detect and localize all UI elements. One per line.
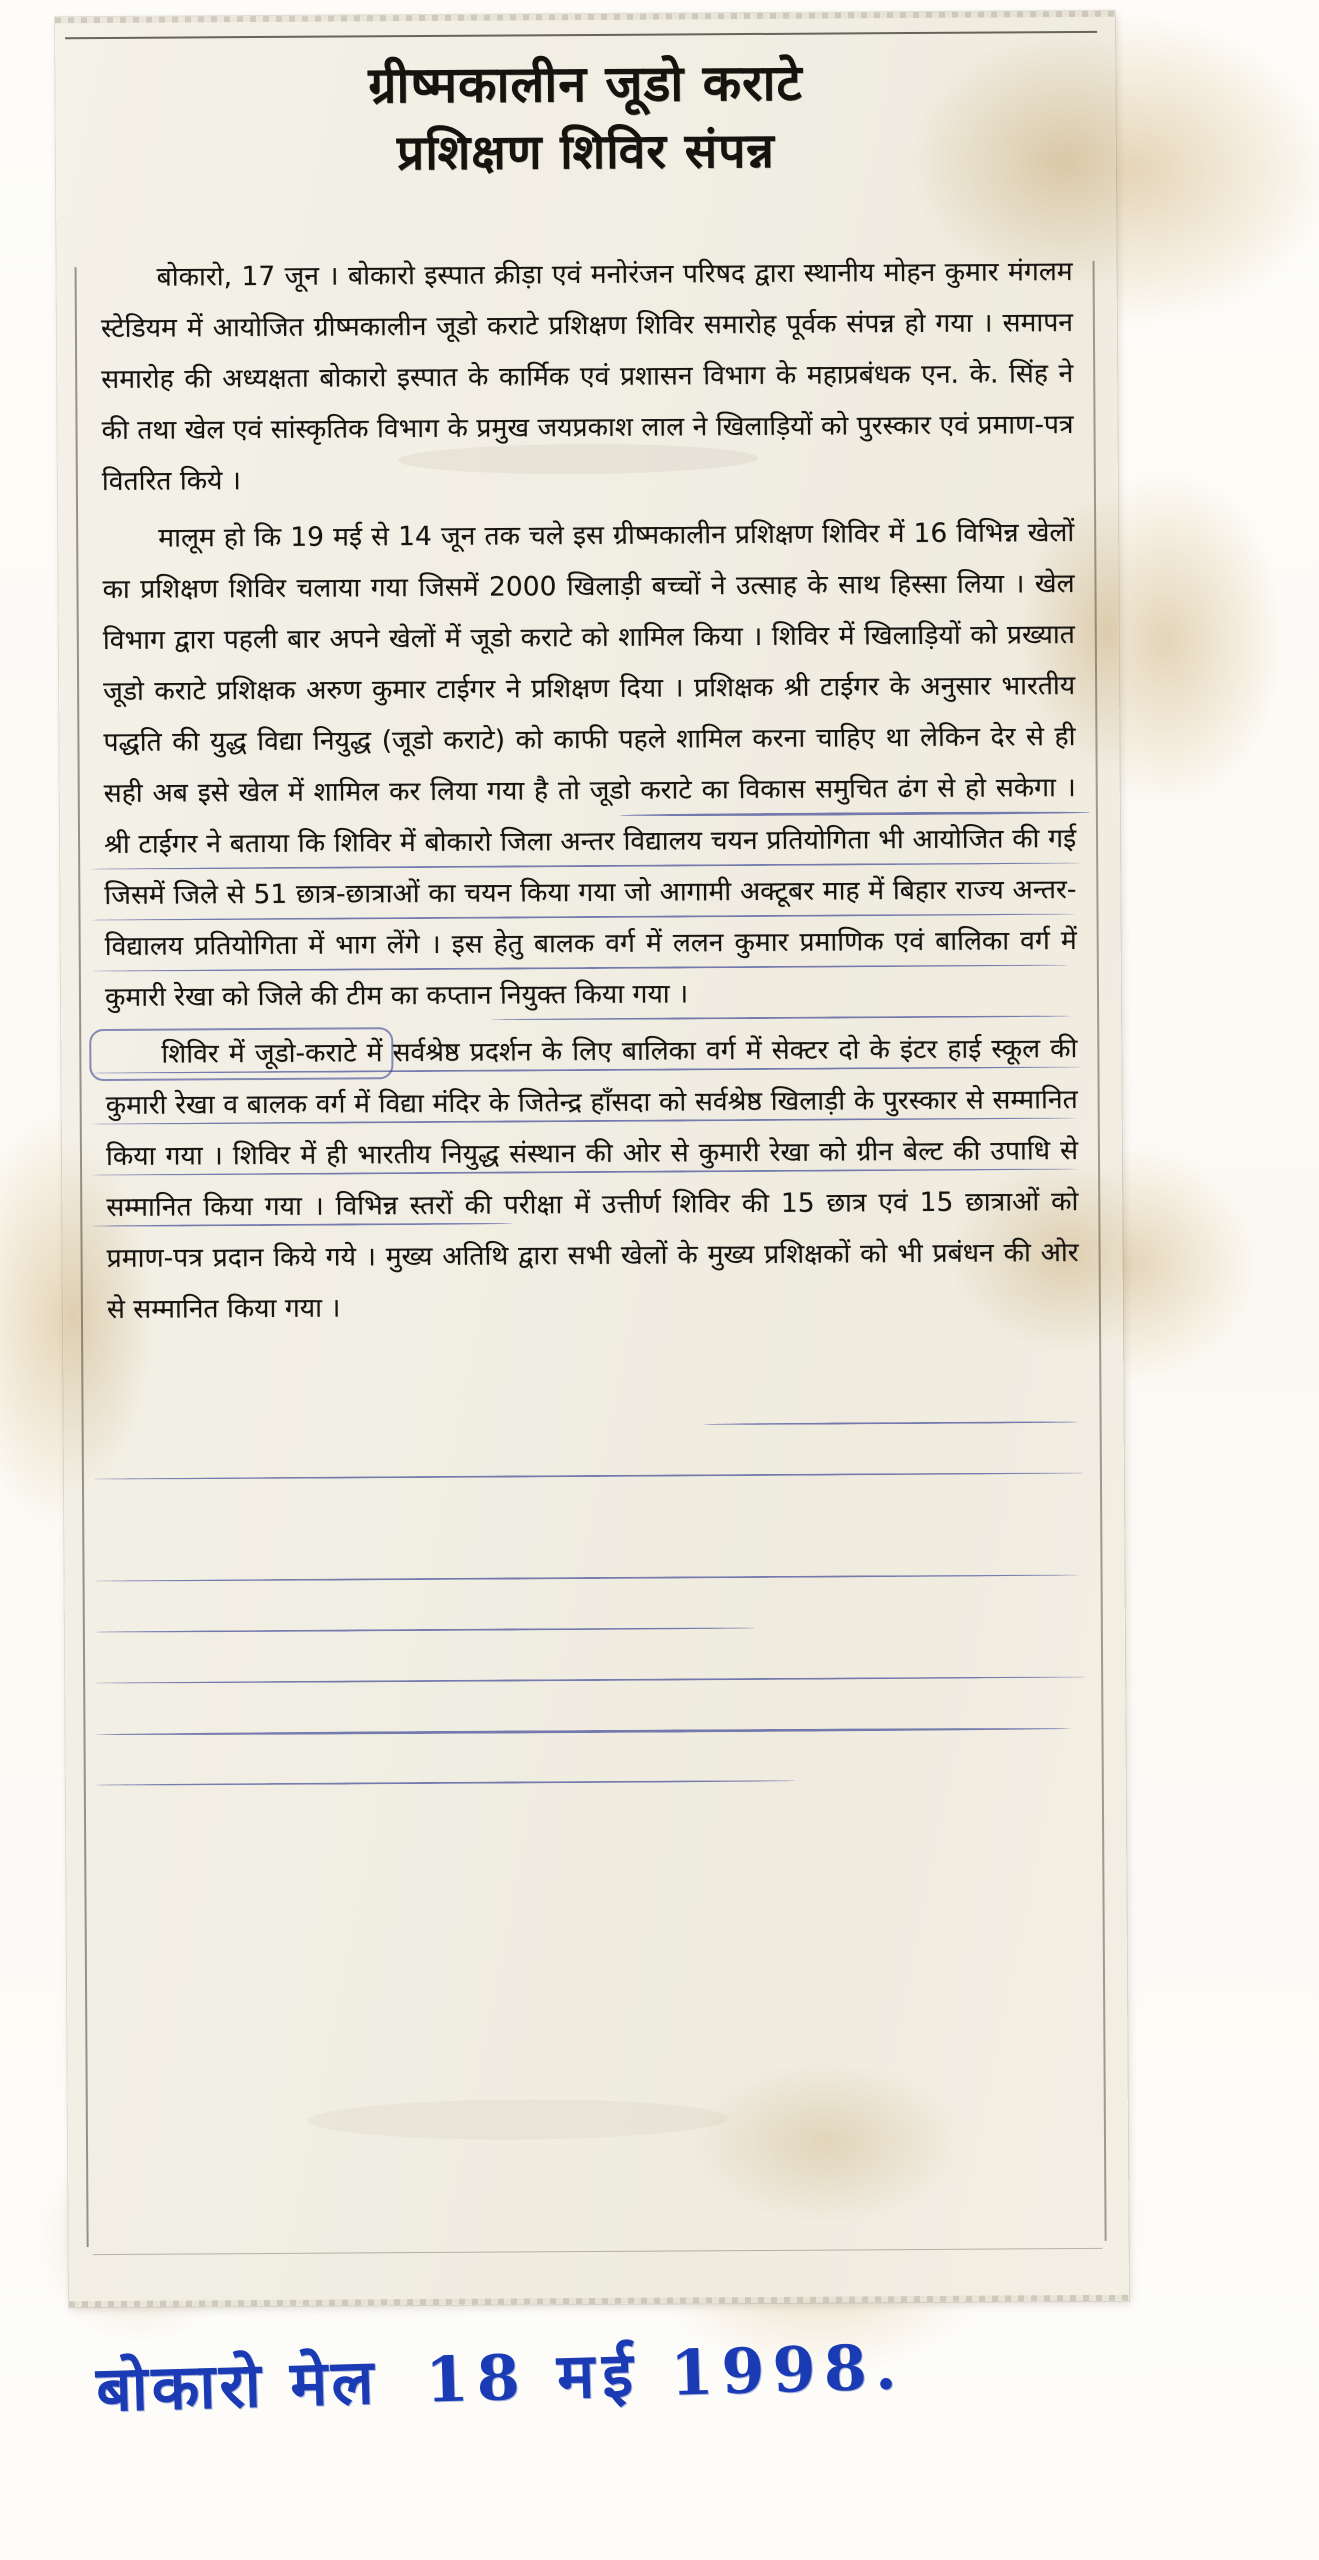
pen-underline-mark xyxy=(95,1627,755,1633)
newspaper-clipping xyxy=(55,11,1129,2307)
clipping-torn-edge-bottom xyxy=(69,2295,1129,2307)
article-paragraph xyxy=(105,1023,1079,1335)
paragraph-text: मालूम हो कि 19 मई से 14 जून तक चले इस ग्रीष्मकालीन प्रशिक्षण शिविर में 16 विभिन्न खेलों का प्रशिक्षण शिविर चलाया गया जिसमें 2000 खिलाड़ी बच्चों ने उत्साह के साथ हिस्सा लिया । खेल विभाग द्वारा पहली बार अपने खेलों में जूडो कराटे को शामिल किया । शिविर में खिलाड़ियों को प्रख्यात जूडो कराटे प्रशिक्षक अरुण कुमार टाईगर ने प्रशिक्षण दिया । प्रशिक्षक श्री टाईगर के अनुसार भारतीय पद्धति की युद्ध विद्या नियुद्ध (जूडो कराटे) को काफी पहले शामिल करना चाहिए था लेकिन देर से ही सही अब इसे खेल में शामिल कर लिया गया है तो जूडो कराटे का विकास समुचित ढंग से हो सकेगा । श्री टाईगर ने बताया कि शिविर में बोकारो जिला अन्तर विद्यालय चयन प्रतियोगिता भी आयोजित की गई जिसमें जिले से 51 छात्र-छात्राओं का चयन किया गया जो आगामी अक्टूबर माह में बिहार राज्य अन्तर-विद्यालय प्रतियोगिता में भाग लेंगे । इस हेतु बालक वर्ग में ललन कुमार प्रमाणिक एवं बालिका वर्ग में कुमारी रेखा को जिले की टीम का कप्तान नियुक्त किया गया । xyxy=(102,517,1077,1013)
pen-underline-mark xyxy=(704,1421,1079,1425)
clipping-torn-edge-top xyxy=(55,11,1115,23)
headline-line-1: ग्रीष्मकालीन जूडो कराटे xyxy=(368,53,803,115)
article-paragraph xyxy=(102,507,1077,1023)
article-body xyxy=(100,246,1079,1341)
handwritten-source-caption xyxy=(95,2314,1227,2430)
column-rule-left xyxy=(75,267,89,2247)
handwritten-date: 18 मई 1998. xyxy=(424,2330,906,2417)
column-rule-bottom xyxy=(93,2248,1103,2255)
column-rule-right xyxy=(1093,261,1107,2241)
headline-line-2: प्रशिक्षण शिविर संपन्न xyxy=(396,122,775,182)
paragraph-text: बोकारो, 17 जून । बोकारो इस्पात क्रीड़ा एवं मनोरंजन परिषद द्वारा स्थानीय मोहन कुमार मंगलम स्टेडियम में आयोजित ग्रीष्मकालीन जूडो कराटे प्रशिक्षण शिविर समारोह पूर्वक संपन्न हो गया । समापन समारोह की अध्यक्षता बोकारो इस्पात के कार्मिक एवं प्रशासन विभाग के महाप्रबंधक एन. के. सिंह ने की तथा खेल एवं सांस्कृतिक विभाग के प्रमुख जयप्रकाश लाल ने खिलाड़ियों को पुरस्कार एवं प्रमाण-पत्र वितरित किये । xyxy=(100,256,1074,497)
pen-underline-mark xyxy=(95,1676,1085,1684)
pen-underline-mark xyxy=(96,1780,796,1786)
pen-underline-mark xyxy=(94,1472,1084,1480)
pen-underline-mark xyxy=(95,1727,1070,1736)
paragraph-text: शिविर में जूडो-कराटे में सर्वश्रेष्ठ प्रदर्शन के लिए बालिका वर्ग में सेक्टर दो के इंटर हाई स्कूल की कुमारी रेखा व बालक वर्ग में विद्या मंदिर के जितेन्द्र हाँसदा को सर्वश्रेष्ठ खिलाड़ी के पुरस्कार से सम्मानित किया गया । शिविर में ही भारतीय नियुद्ध संस्थान की ओर से कुमारी रेखा को ग्रीन बेल्ट की उपाधि से सम्मानित किया गया । विभिन्न स्तरों की परीक्षा में उत्तीर्ण शिविर की 15 छात्र एवं 15 छात्राओं को प्रमाण-पत्र प्रदान किये गये । मुख्य अतिथि द्वारा सभी खेलों के मुख्य प्रशिक्षकों को भी प्रबंधन की ओर से सम्मानित किया गया । xyxy=(105,1033,1079,1325)
column-rule-top xyxy=(65,31,1097,39)
pen-underline-mark xyxy=(95,1574,1080,1582)
article-headline xyxy=(85,47,1086,188)
print-showthrough-smudge xyxy=(308,2098,728,2141)
article-paragraph xyxy=(100,246,1074,507)
handwritten-publication-name: बोकारो मेल xyxy=(95,2344,379,2426)
